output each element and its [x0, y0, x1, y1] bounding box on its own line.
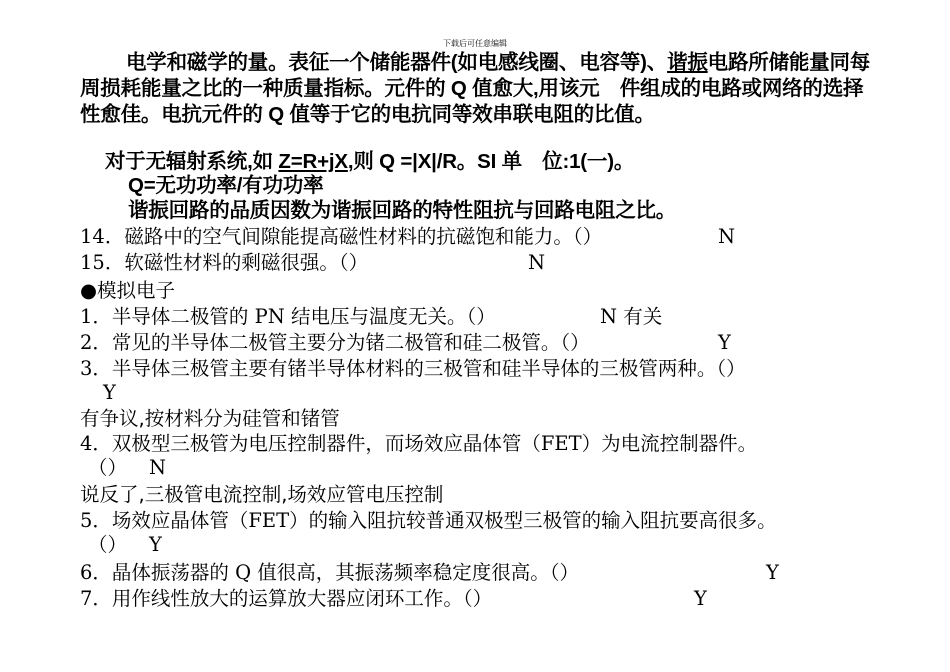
definition-text-a: 电学和磁学的量。表征一个储能器件(如电感线圈、电容等)、	[126, 51, 668, 74]
q5-blank: （）	[88, 533, 128, 556]
q-power-line: Q=无功功率/有功功率	[128, 174, 324, 197]
q3-note: 有争议,按材料分为硅管和锗管	[80, 407, 340, 430]
formula-line	[105, 150, 634, 174]
q1-answer: N 有关	[600, 305, 663, 328]
formula-text-b: ,则 Q =|X|/R。SI 单 位:1(一)。	[347, 150, 635, 173]
formula-text-a: 对于无辐射系统,如	[105, 150, 279, 173]
item-15-answer: N	[528, 251, 546, 274]
formula-link[interactable]: Z=R+jX	[278, 150, 348, 173]
item-15-text: 15．软磁性材料的剩磁很强。（）	[80, 251, 369, 274]
resonance-line: 谐振回路的品质因数为谐振回路的特性阻抗与回路电阻之比。	[128, 199, 677, 222]
section-title: ●模拟电子	[80, 279, 176, 302]
item-14-answer: N	[718, 225, 736, 248]
item-14-text: 14．磁路中的空气间隙能提高磁性材料的抗磁饱和能力。（）	[80, 225, 603, 248]
definition-link-resonance[interactable]: 谐振	[667, 51, 708, 74]
q6-answer: Y	[766, 561, 779, 584]
q7-answer: Y	[694, 587, 707, 610]
q5-text: 5．场效应晶体管（FET）的输入阻抗较普通双极型三极管的输入阻抗要高很多。	[80, 509, 777, 532]
q3-answer: Y	[103, 381, 116, 404]
q1-text: 1．半导体二极管的 PN 结电压与温度无关。（）	[80, 305, 496, 328]
q4-answer: N	[149, 456, 167, 479]
header-note: 下载后可任意编辑	[443, 39, 507, 48]
q2-answer: Y	[718, 331, 731, 354]
definition-paragraph	[80, 50, 880, 128]
q2-text: 2．常见的半导体二极管主要分为锗二极管和硅二极管。（）	[80, 331, 590, 354]
q4-blank: （）	[88, 456, 128, 479]
q3-text: 3．半导体三极管主要有锗半导体材料的三极管和硅半导体的三极管两种。（）	[80, 357, 746, 380]
q5-answer: Y	[149, 533, 162, 556]
q6-text: 6．晶体振荡器的 Q 值很高，其振荡频率稳定度很高。（）	[80, 561, 580, 584]
q7-text: 7．用作线性放大的运算放大器应闭环工作。（）	[80, 587, 493, 610]
definition-text-b: 电路所储能量同每周损耗能量之比的一种质量指标。元件的 Q 值愈大,用该元 件组成的电路或网络的选择性愈佳。电抗元件的 Q 值等于它的电抗同等效串联电阻的比值。	[80, 51, 871, 126]
q4-note: 说反了,三极管电流控制,场效应管电压控制	[80, 483, 444, 506]
q4-text: 4．双极型三极管为电压控制器件，而场效应晶体管（FET）为电流控制器件。	[80, 432, 758, 455]
